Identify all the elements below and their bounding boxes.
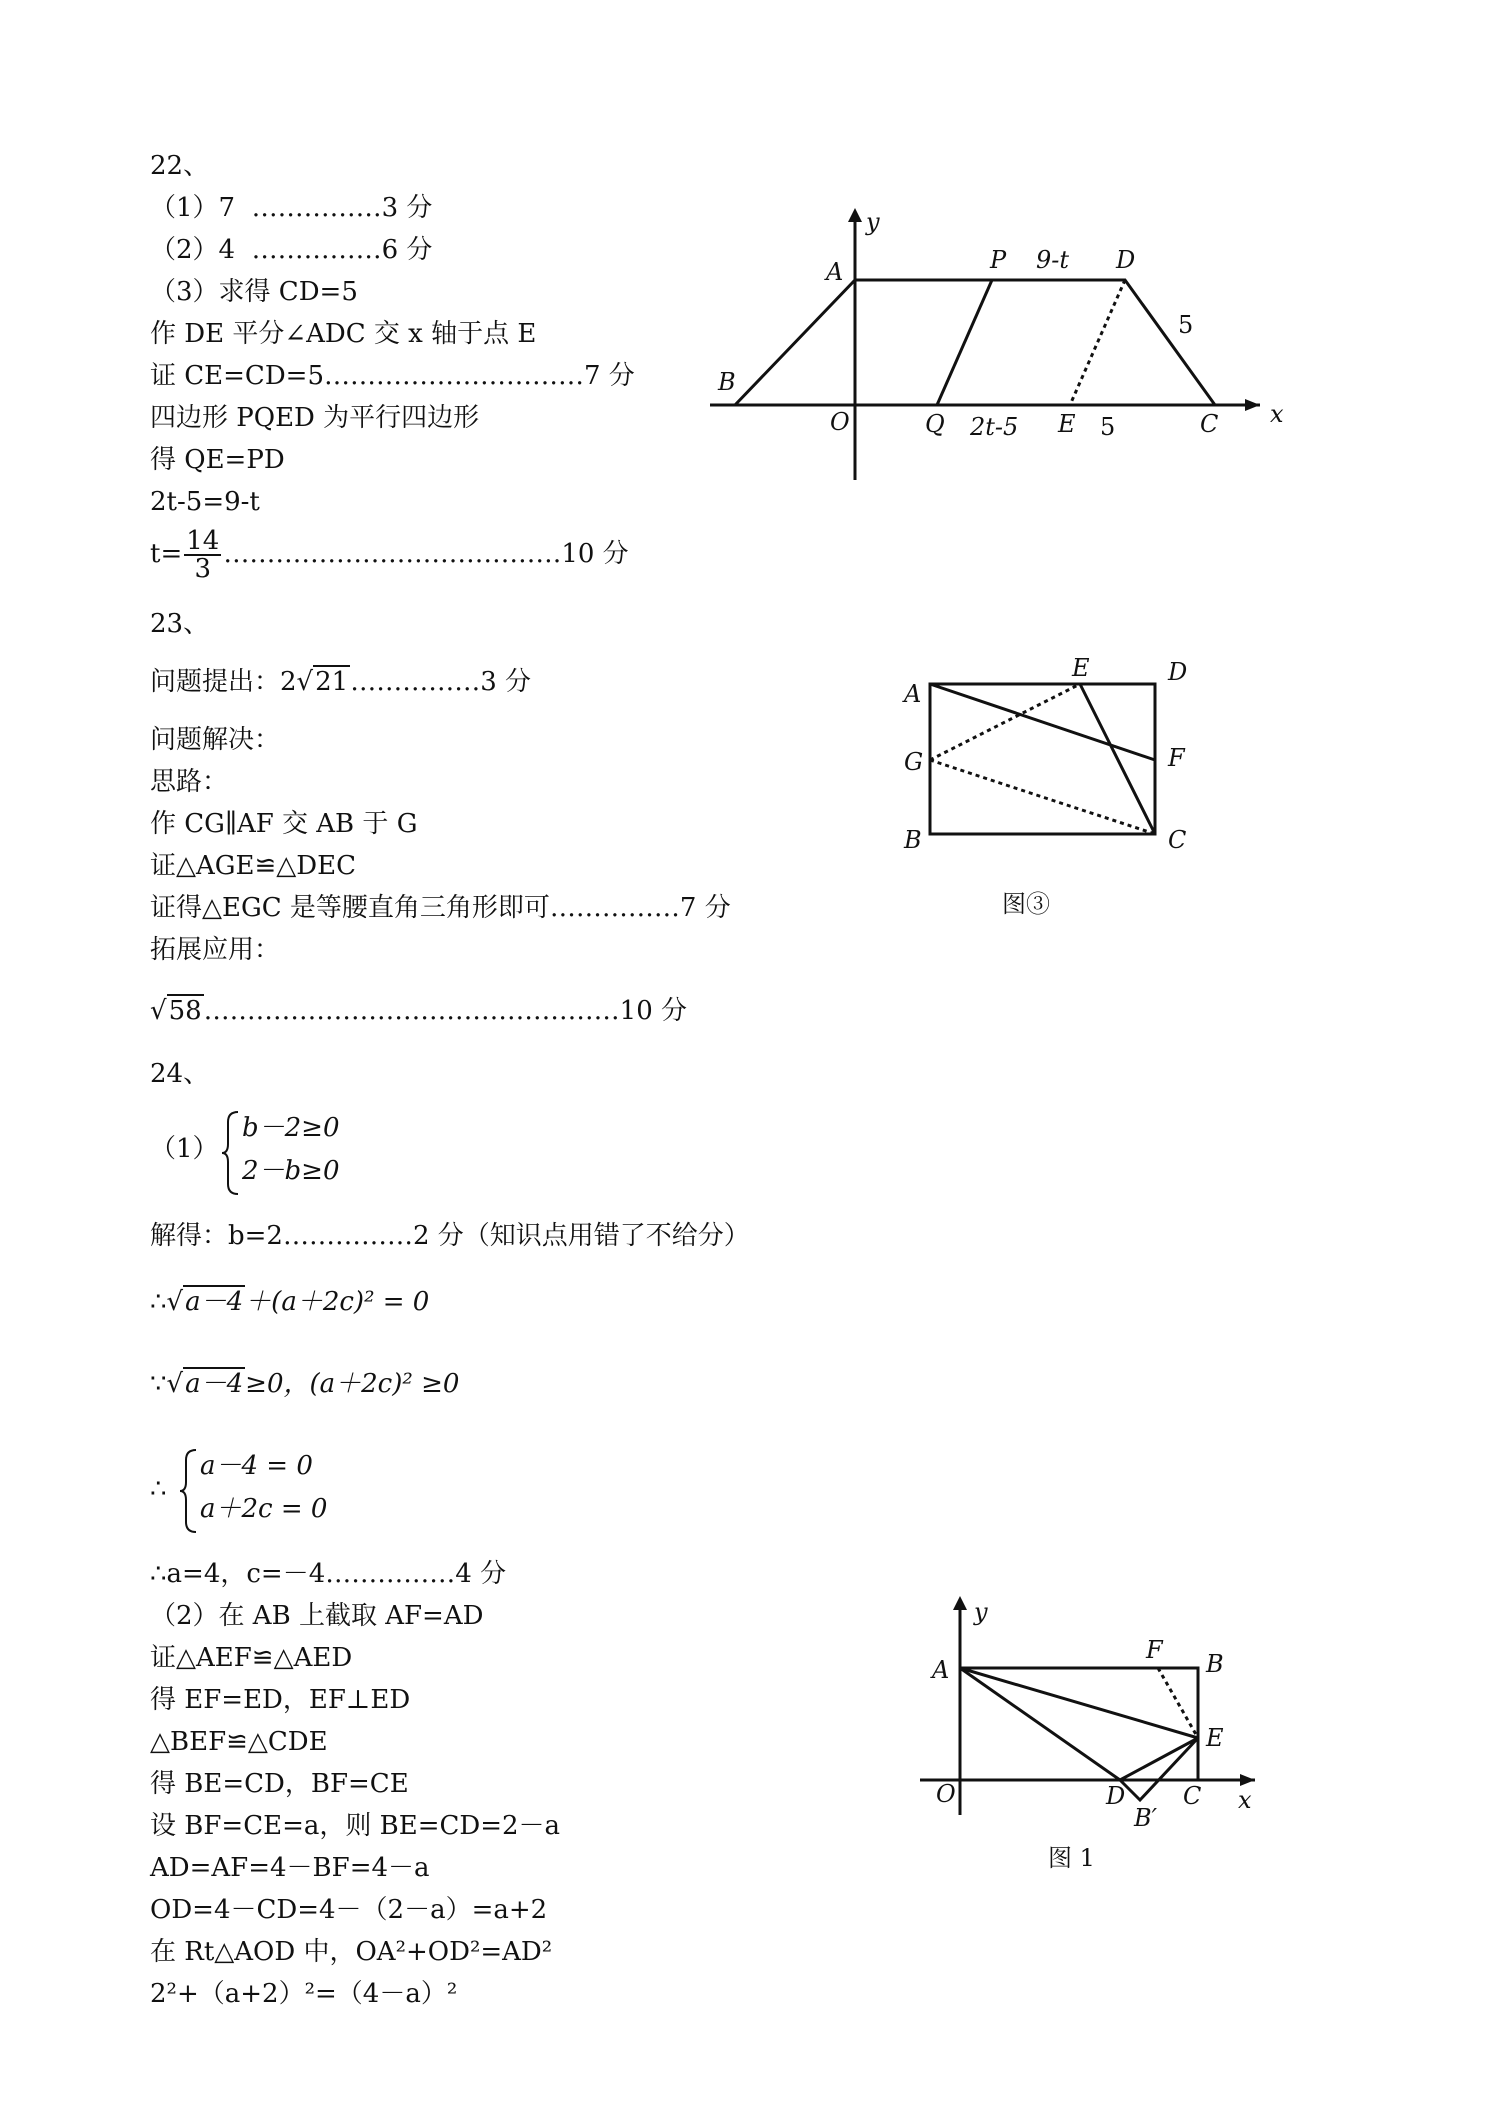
q24-part2: （2）在 AB 上截取 AF=AD — [150, 1601, 484, 1631]
svg-text:B′: B′ — [1134, 1804, 1158, 1832]
system1-eq2: 2－b≥0 — [242, 1156, 340, 1186]
q24-line13: AD=AF=4－BF=4－a — [150, 1853, 430, 1883]
svg-text:G: G — [904, 748, 924, 776]
q23-line1: 问题提出：2√21……………3 分 — [150, 667, 532, 697]
svg-text:y: y — [974, 1598, 988, 1626]
svg-text:x: x — [1270, 400, 1284, 428]
svg-text:C: C — [1168, 826, 1187, 854]
svg-text:B: B — [1206, 1650, 1224, 1678]
q24-line9: 得 EF=ED，EF⊥ED — [150, 1685, 411, 1715]
svg-text:图③: 图③ — [1002, 890, 1050, 918]
svg-text:B: B — [904, 826, 922, 854]
svg-text:E: E — [1072, 654, 1090, 682]
q22-part1: （1）7 ……………3 分 — [150, 193, 433, 223]
svg-text:9-t: 9-t — [1036, 246, 1070, 274]
svg-text:A: A — [904, 680, 922, 708]
svg-text:O: O — [830, 408, 850, 436]
svg-text:A: A — [932, 1656, 950, 1684]
svg-text:y: y — [866, 208, 880, 236]
q24-line10: △BEF≌△CDE — [150, 1727, 328, 1757]
svg-text:F: F — [1168, 744, 1185, 772]
q23-line3: 思路： — [150, 767, 229, 797]
q22-figure — [700, 200, 1290, 490]
q22-line6: 四边形 PQED 为平行四边形 — [150, 403, 480, 433]
svg-text:2t-5: 2t-5 — [970, 413, 1019, 441]
q23-line2: 问题解决： — [150, 725, 281, 755]
q23-line6: 证得△EGC 是等腰直角三角形即可……………7 分 — [150, 893, 731, 923]
system2-eq1: a－4 = 0 — [200, 1451, 313, 1481]
q22-part3: （3）求得 CD=5 — [150, 277, 358, 307]
brace-1 — [222, 1110, 242, 1196]
brace-2 — [180, 1448, 200, 1534]
system1-eq1: b－2≥0 — [242, 1113, 340, 1143]
q22-line8: 2t-5=9-t — [150, 487, 260, 517]
q22-line7: 得 QE=PD — [150, 445, 285, 475]
svg-text:C: C — [1183, 1782, 1202, 1810]
svg-text:E: E — [1206, 1724, 1224, 1752]
q24-line2: 解得：b=2……………2 分（知识点用错了不给分） — [150, 1221, 750, 1251]
q23-figure — [890, 650, 1220, 930]
q23-line7: 拓展应用： — [150, 935, 281, 965]
q22-part2: （2）4 ……………6 分 — [150, 235, 433, 265]
q24-figure — [900, 1590, 1270, 1900]
svg-text:E: E — [1058, 410, 1076, 438]
svg-text:5: 5 — [1178, 311, 1194, 339]
q24-line16: 2²+（a+2）²=（4－a）² — [150, 1979, 458, 2009]
q24-line12: 设 BF=CE=a，则 BE=CD=2－a — [150, 1811, 561, 1841]
q24-line5-prefix: ∴ — [150, 1474, 167, 1504]
q22-line5: 证 CE=CD=5…………………………7 分 — [150, 361, 635, 391]
q24-line14: OD=4－CD=4－（2－a）=a+2 — [150, 1895, 548, 1925]
svg-text:P: P — [990, 246, 1007, 274]
q24-number: 24、 — [150, 1059, 210, 1089]
q23-number: 23、 — [150, 609, 210, 639]
q23-line8: √58…………………………………………10 分 — [150, 996, 688, 1026]
q24-line3: ∴√a－4＋(a＋2c)² = 0 — [150, 1287, 430, 1317]
svg-text:F: F — [1146, 1636, 1163, 1664]
svg-text:D: D — [1168, 658, 1188, 686]
svg-text:O: O — [936, 1780, 956, 1808]
q22-answer-t: t= $\frac{14}{3}$ …………………………………10 分 — [150, 526, 629, 584]
q23-line4: 作 CG∥AF 交 AB 于 G — [150, 809, 418, 839]
fraction: $\frac{14}{3}$ — [186, 526, 220, 584]
q22-number: 22、 — [150, 151, 210, 181]
q24-part1-label: （1） — [150, 1134, 219, 1164]
svg-text:Q: Q — [925, 410, 945, 438]
q23-line5: 证△AGE≌△DEC — [150, 851, 357, 881]
system2-eq2: a＋2c = 0 — [200, 1494, 328, 1524]
q24-line11: 得 BE=CD，BF=CE — [150, 1769, 409, 1799]
svg-text:5: 5 — [1100, 413, 1116, 441]
svg-text:C: C — [1200, 410, 1219, 438]
svg-text:A: A — [826, 258, 844, 286]
q22-line4: 作 DE 平分∠ADC 交 x 轴于点 E — [150, 319, 537, 349]
svg-text:D: D — [1106, 1782, 1126, 1810]
q24-line8: 证△AEF≌△AED — [150, 1643, 353, 1673]
svg-text:图 1: 图 1 — [1048, 1844, 1095, 1872]
q24-line6: ∴a=4，c=－4……………4 分 — [150, 1559, 507, 1589]
q24-line4: ∵√a－4≥0，(a＋2c)² ≥0 — [150, 1369, 460, 1399]
svg-text:D: D — [1116, 246, 1136, 274]
svg-text:B: B — [718, 368, 736, 396]
q24-line15: 在 Rt△AOD 中，OA²+OD²=AD² — [150, 1937, 553, 1967]
svg-text:x: x — [1238, 1786, 1252, 1814]
